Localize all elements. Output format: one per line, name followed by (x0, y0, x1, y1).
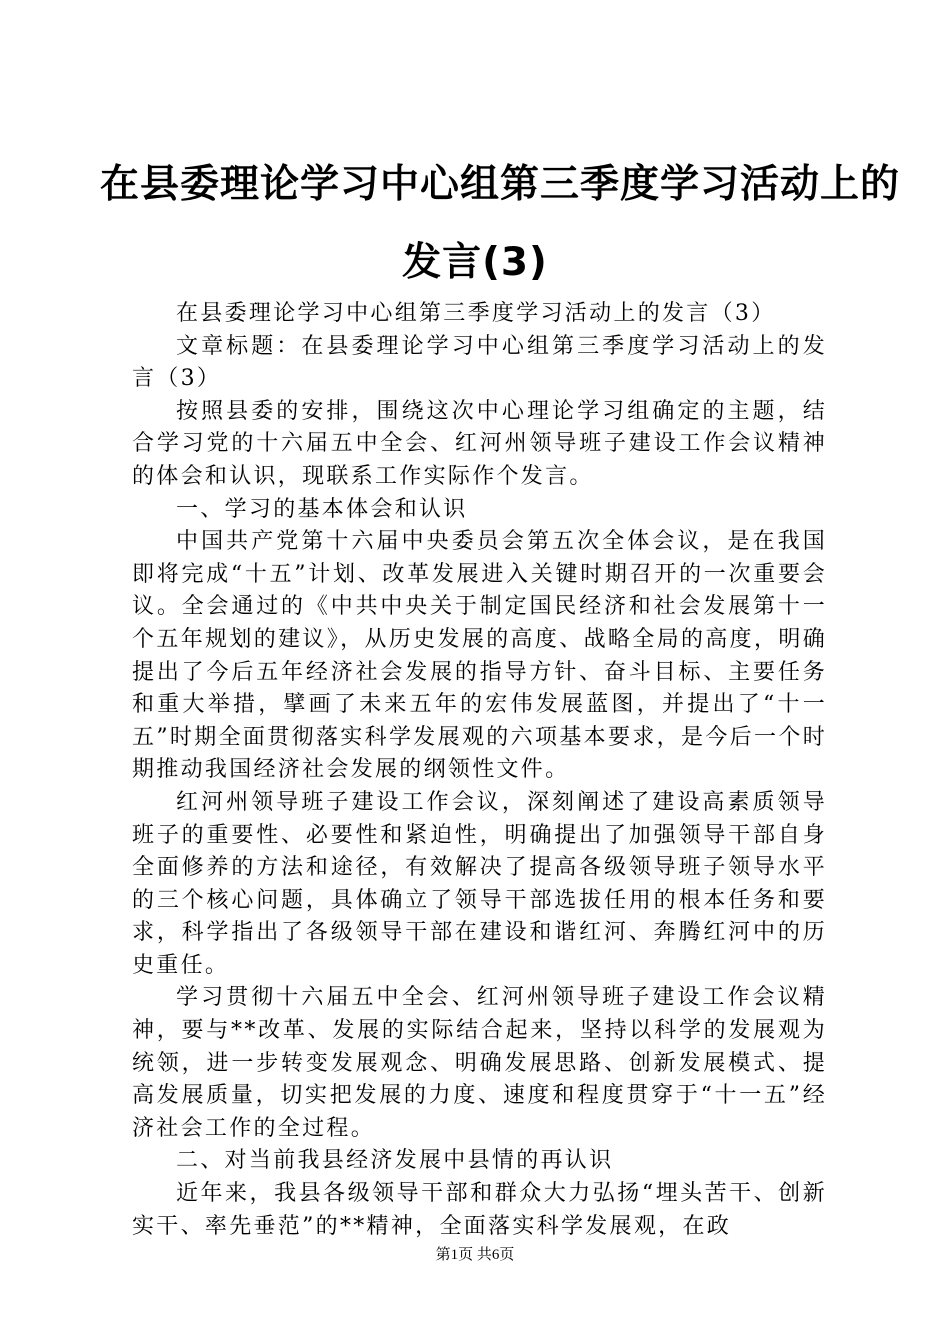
paragraph: 近年来，我县各级领导干部和群众大力弘扬“埋头苦干、创新实干、率先垂范”的**精神，全面落实科学发展观，在政 (132, 1181, 827, 1239)
document-title-line-2: 发言(3) (402, 240, 548, 285)
paragraph: 学习贯彻十六届五中全会、红河州领导班子建设工作会议精神，要与**改革、发展的实际结合起来，坚持以科学的发展观为统领，进一步转变发展观念、明确发展思路、创新发展模式、提高发展质量，切实把发展的力度、速度和程度贯穿于“十一五”经济社会工作的全过程。 (132, 985, 827, 1141)
paragraph: 中国共产党第十六届中央委员会第五次全体会议，是在我国即将完成“十五”计划、改革发展进入关键时期召开的一次重要会议。全会通过的《中共中央关于制定国民经济和社会发展第十一个五年规划的建议》，从历史发展的高度、战略全局的高度，明确提出了今后五年经济社会发展的指导方针、奋斗目标、主要任务和重大举措，擘画了未来五年的宏伟发展蓝图，并提出了“十一五”时期全面贯彻落实科学发展观的六项基本要求，是今后一个时期推动我国经济社会发展的纲领性文件。 (132, 529, 827, 783)
document-title-line-1: 在县委理论学习中心组第三季度学习活动上的 (100, 162, 901, 207)
section-heading: 二、对当前我县经济发展中县情的再认识 (176, 1148, 614, 1174)
paragraph: 红河州领导班子建设工作会议，深刻阐述了建设高素质领导班子的重要性、必要性和紧迫性，明确提出了加强领导干部自身全面修养的方法和途径，有效解决了提高各级领导班子领导水平的三个核心问题，具体确立了领导干部选拔任用的根本任务和要求，科学指出了各级领导干部在建设和谐红河、奔腾红河中的历史重任。 (132, 789, 827, 978)
section-heading: 一、学习的基本体会和认识 (176, 496, 468, 522)
paragraph: 文章标题：在县委理论学习中心组第三季度学习活动上的发言（3） (132, 333, 827, 392)
paragraph: 按照县委的安排，围绕这次中心理论学习组确定的主题，结合学习党的十六届五中全会、红河州领导班子建设工作会议精神的体会和认识，现联系工作实际作个发言。 (132, 398, 827, 489)
paragraph: 在县委理论学习中心组第三季度学习活动上的发言（3） (176, 301, 776, 326)
page-number-footer: 第1页 共6页 (435, 1247, 515, 1263)
document-body (132, 298, 827, 1243)
